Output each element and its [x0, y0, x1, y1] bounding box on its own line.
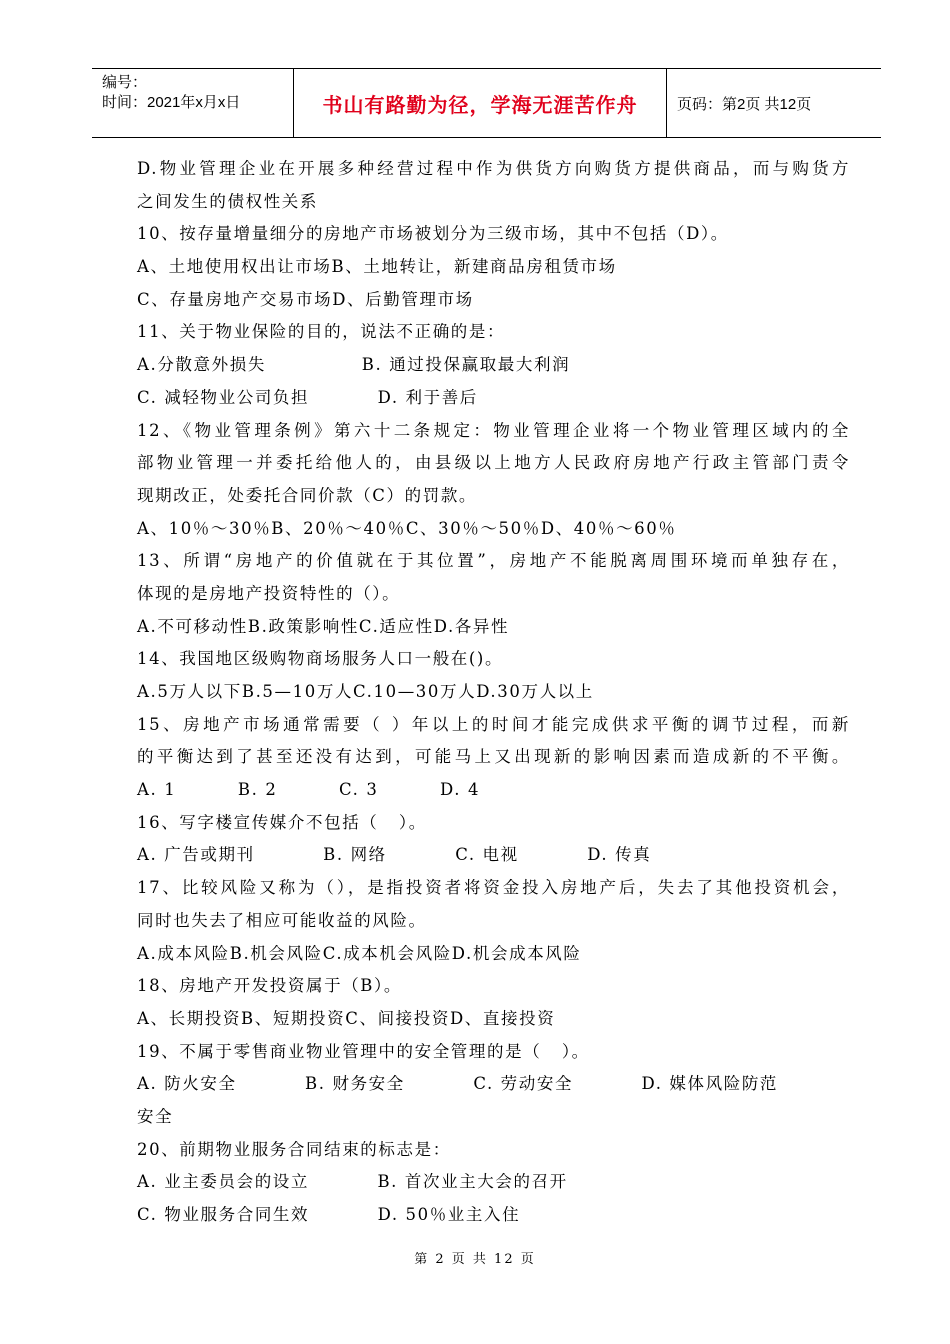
- header-page-number: 页码：第2页 共12页: [677, 95, 812, 113]
- question-12: 部物业管理一并委托给他人的，由县级以上地方人民政府房地产行政主管部门责令: [137, 453, 850, 473]
- page-footer: 第 2 页 共 12 页: [414, 1252, 536, 1267]
- question-19-options: 安全: [137, 1106, 174, 1126]
- serial-number-label: 编号：: [102, 74, 148, 91]
- question-19: 19、不属于零售商业物业管理中的安全管理的是（ ）。: [137, 1041, 590, 1061]
- date-label: 时间：2021年x月x日: [102, 94, 241, 111]
- question-14: 14、我国地区级购物商场服务人口一般在()。: [137, 649, 504, 669]
- question-11-options: C. 减轻物业公司负担 D. 利于善后: [137, 387, 478, 407]
- question-12: 12、《物业管理条例》第六十二条规定：物业管理企业将一个物业管理区域内的全: [137, 420, 850, 440]
- header-meta: [92, 69, 293, 137]
- question-20-options: A. 业主委员会的设立 B. 首次业主大会的召开: [137, 1172, 568, 1192]
- question-12-options: A、10％～30％B、20％～40％C、30％～50％D、40％～60％: [137, 518, 677, 538]
- question-20-options: C. 物业服务合同生效 D. 50％业主入住: [137, 1205, 521, 1224]
- question-13: 体现的是房地产投资特性的（）。: [137, 583, 401, 603]
- question-11-options: A.分散意外损失 B. 通过投保赢取最大利润: [137, 355, 571, 375]
- page-header: [92, 68, 881, 138]
- document-body: [137, 153, 850, 1232]
- question-10-options: C、存量房地产交易市场D、后勤管理市场: [137, 289, 474, 309]
- question-17: 同时也失去了相应可能收益的风险。: [137, 910, 427, 930]
- question-10-options: A、土地使用权出让市场B、土地转让，新建商品房租赁市场: [137, 257, 617, 277]
- question-15-options: A. 1 B. 2 C. 3 D. 4: [137, 780, 481, 800]
- text-line: 之间发生的债权性关系: [137, 191, 318, 211]
- text-line: D.物业管理企业在开展多种经营过程中作为供货方向购货方提供商品，而与购货方: [137, 159, 850, 178]
- question-18: 18、房地产开发投资属于（B）。: [137, 976, 402, 996]
- question-17: 17、比较风险又称为（），是指投资者将资金投入房地产后，失去了其他投资机会，: [137, 878, 850, 898]
- question-16-options: A. 广告或期刊 B. 网络 C. 电视 D. 传真: [137, 845, 652, 865]
- question-12: 现期改正，处委托合同价款（C）的罚款。: [137, 485, 478, 505]
- question-13-options: A.不可移动性B.政策影响性C.适应性D.各异性: [137, 616, 510, 636]
- question-15: 的平衡达到了甚至还没有达到，可能马上又出现新的影响因素而造成新的不平衡。: [137, 747, 850, 767]
- question-13: 13、所谓“房地产的价值就在于其位置”，房地产不能脱离周围环境而单独存在，: [137, 551, 850, 571]
- question-19-options: A. 防火安全 B. 财务安全 C. 劳动安全 D. 媒体风险防范: [137, 1074, 779, 1094]
- header-motto: 书山有路勤为径，学海无涯苦作舟: [293, 69, 667, 137]
- question-10: 10、按存量增量细分的房地产市场被划分为三级市场，其中不包括（D）。: [137, 224, 729, 244]
- question-18-options: A、长期投资B、短期投资C、间接投资D、直接投资: [137, 1008, 556, 1028]
- question-11: 11、关于物业保险的目的，说法不正确的是：: [137, 322, 506, 342]
- question-16: 16、写字楼宣传媒介不包括（ ）。: [137, 812, 427, 832]
- question-20: 20、前期物业服务合同结束的标志是：: [137, 1139, 451, 1159]
- question-17-options: A.成本风险B.机会风险C.成本机会风险D.机会成本风险: [137, 943, 582, 963]
- question-15: 15、房地产市场通常需要（ ）年以上的时间才能完成供求平衡的调节过程，而新: [137, 714, 850, 734]
- question-14-options: A.5万人以下B.5—10万人C.10—30万人D.30万人以上: [137, 682, 594, 701]
